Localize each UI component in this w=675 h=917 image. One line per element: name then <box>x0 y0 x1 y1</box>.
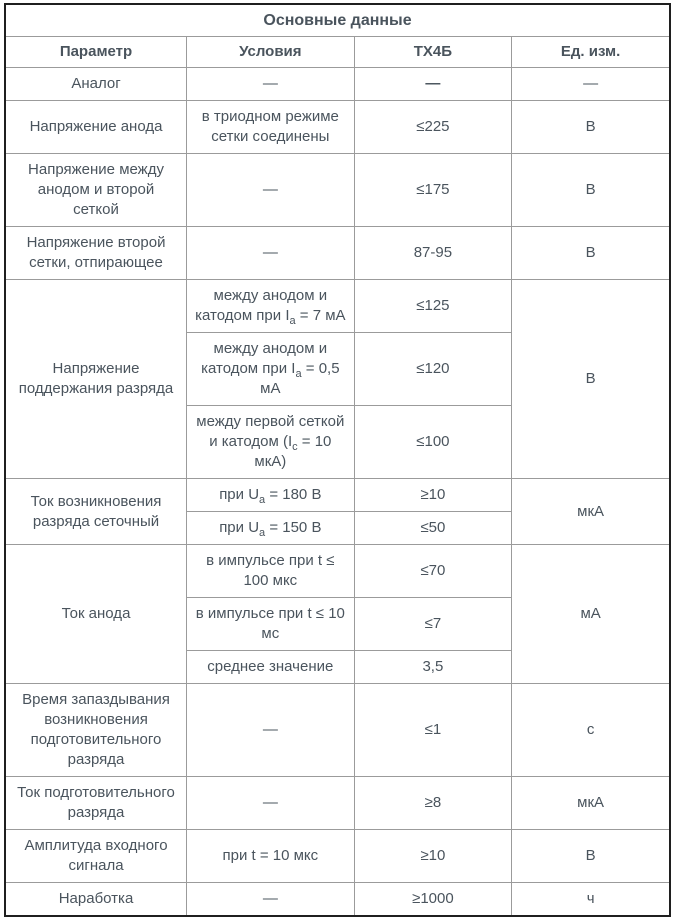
table-row <box>5 684 670 777</box>
unit-cell: — <box>512 68 670 101</box>
condition-cell: между анодом и катодом при $I_а = 7$ мА <box>187 280 355 333</box>
condition-cell: среднее значение <box>187 651 355 684</box>
value-cell: ≥10 <box>354 479 512 512</box>
table-row <box>5 830 670 883</box>
table-row <box>5 4 670 37</box>
param-cell: Напряжение анода <box>5 101 187 154</box>
param-cell: Напряжение между анодом и второй сеткой <box>5 154 187 227</box>
table-row <box>5 101 670 154</box>
column-header-parameter: Параметр <box>5 37 187 68</box>
unit-cell: В <box>512 280 670 479</box>
value-cell: ≤50 <box>354 512 512 545</box>
unit-cell: В <box>512 101 670 154</box>
column-header-tx4b: ТХ4Б <box>354 37 512 68</box>
condition-cell: между первой сеткой и катодом ($I_с = 10$ мкА) <box>187 406 355 479</box>
condition-cell: — <box>187 154 355 227</box>
param-cell: Ток анода <box>5 545 187 684</box>
table-row <box>5 37 670 68</box>
condition-cell: в импульсе при t ≤ 10 мс <box>187 598 355 651</box>
condition-cell: — <box>187 68 355 101</box>
unit-cell: с <box>512 684 670 777</box>
value-cell: ≤7 <box>354 598 512 651</box>
param-cell: Ток возникновения разряда сеточный <box>5 479 187 545</box>
value-cell: — <box>354 68 512 101</box>
unit-cell: мкА <box>512 777 670 830</box>
specs-table-body <box>5 4 670 916</box>
condition-cell: в импульсе при t ≤ 100 мкс <box>187 545 355 598</box>
value-cell: ≤70 <box>354 545 512 598</box>
specs-table <box>4 3 671 917</box>
param-cell: Напряжение второй сетки, отпирающее <box>5 227 187 280</box>
table-row <box>5 883 670 917</box>
condition-cell: при $U_а = 180$ В <box>187 479 355 512</box>
condition-cell: между анодом и катодом при $I_а = 0,5$ мА <box>187 333 355 406</box>
column-header-conditions: Условия <box>187 37 355 68</box>
value-cell: ≥8 <box>354 777 512 830</box>
condition-cell: при $U_а = 150$ В <box>187 512 355 545</box>
table-row <box>5 68 670 101</box>
unit-cell: В <box>512 227 670 280</box>
table-title: Основные данные <box>5 4 670 37</box>
param-cell: Напряжение поддержания разряда <box>5 280 187 479</box>
condition-cell: — <box>187 684 355 777</box>
param-cell: Аналог <box>5 68 187 101</box>
value-cell: ≤225 <box>354 101 512 154</box>
table-row <box>5 280 670 333</box>
condition-cell: в триодном режиме сетки соединены <box>187 101 355 154</box>
value-cell: ≤120 <box>354 333 512 406</box>
condition-cell: — <box>187 777 355 830</box>
value-cell: ≤100 <box>354 406 512 479</box>
table-row <box>5 479 670 512</box>
param-cell: Наработка <box>5 883 187 917</box>
table-row <box>5 777 670 830</box>
condition-cell: — <box>187 227 355 280</box>
unit-cell: В <box>512 830 670 883</box>
unit-cell: мкА <box>512 479 670 545</box>
value-cell: 87-95 <box>354 227 512 280</box>
unit-cell: ч <box>512 883 670 917</box>
param-cell: Ток подготовительного разряда <box>5 777 187 830</box>
value-cell: ≤125 <box>354 280 512 333</box>
value-cell: 3,5 <box>354 651 512 684</box>
unit-cell: мА <box>512 545 670 684</box>
condition-cell: при t = 10 мкс <box>187 830 355 883</box>
value-cell: ≥10 <box>354 830 512 883</box>
value-cell: ≤1 <box>354 684 512 777</box>
column-header-units: Ед. изм. <box>512 37 670 68</box>
param-cell: Амплитуда входного сигнала <box>5 830 187 883</box>
table-row <box>5 227 670 280</box>
table-row <box>5 545 670 598</box>
table-row <box>5 154 670 227</box>
condition-cell: — <box>187 883 355 917</box>
param-cell: Время запаздывания возникновения подготовительного разряда <box>5 684 187 777</box>
unit-cell: В <box>512 154 670 227</box>
value-cell: ≥1000 <box>354 883 512 917</box>
value-cell: ≤175 <box>354 154 512 227</box>
